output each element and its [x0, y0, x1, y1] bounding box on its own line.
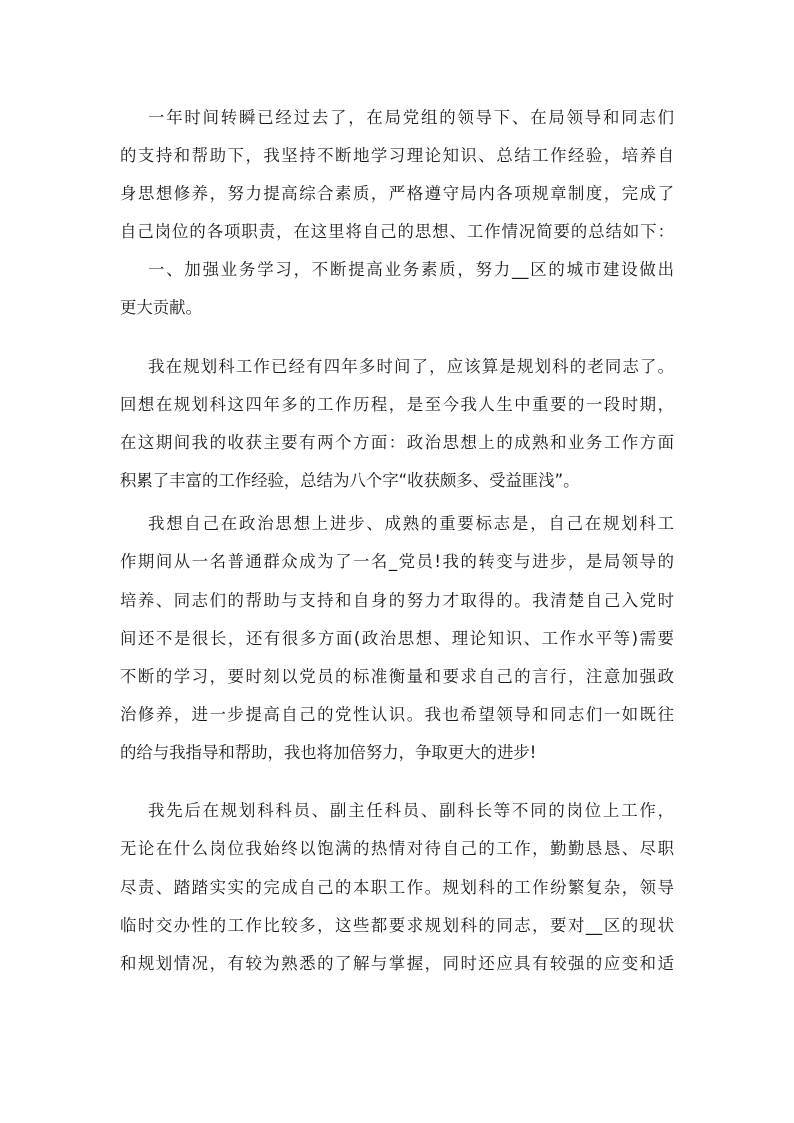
text-line: 身思想修养，努力提高综合素质，严格遵守局内各项规章制度，完成了	[120, 184, 674, 203]
text-line: 间还不是很长，还有很多方面(政治思想、理论知识、工作水平等)需要	[120, 629, 674, 648]
text-line: 回想在规划科这四年多的工作历程，是至今我人生中重要的一段时期，	[120, 395, 674, 414]
text-line: 和规划情况，有较为熟悉的了解与掌握，同时还应具有较强的应变和适	[120, 954, 674, 973]
text-line: 的支持和帮助下，我坚持不断地学习理论知识、总结工作经验，培养自	[120, 146, 674, 165]
text-line: 的给与我指导和帮助，我也将加倍努力，争取更大的进步!	[120, 743, 537, 762]
text-line: 在这期间我的收获主要有两个方面：政治思想上的成熟和业务工作方面	[120, 433, 674, 452]
text-line: 临时交办性的工作比较多，这些都要求规划科的同志，要对__区的现状	[120, 916, 674, 935]
text-line: 尽责、踏踏实实的完成自己的本职工作。规划科的工作纷繁复杂，领导	[120, 878, 674, 897]
text-line: 治修养，进一步提高自己的党性认识。我也希望领导和同志们一如既往	[120, 705, 674, 724]
text-line: 作期间从一名普通群众成为了一名_党员!我的转变与进步，是局领导的	[120, 552, 674, 571]
text-line: 一年时间转瞬已经过去了，在局党组的领导下、在局领导和同志们	[148, 108, 674, 127]
text-line: 我在规划科工作已经有四年多时间了，应该算是规划科的老同志了。	[148, 357, 674, 376]
text-line: 培养、同志们的帮助与支持和自身的努力才取得的。我清楚自己入党时	[120, 591, 674, 610]
text-line: 我想自己在政治思想上进步、成熟的重要标志是，自己在规划科工	[148, 514, 674, 533]
section-heading-line: 更大贡献。	[120, 298, 202, 317]
text-line: 不断的学习，要时刻以党员的标准衡量和要求自己的言行，注意加强政	[120, 667, 674, 686]
text-line: 无论在什么岗位我始终以饱满的热情对待自己的工作，勤勤恳恳、尽职	[120, 839, 674, 858]
text-line: 积累了丰富的工作经验，总结为八个字“收获颇多、受益匪浅”。	[120, 471, 580, 490]
section-heading-line: 一、加强业务学习，不断提高业务素质，努力__区的城市建设做出	[148, 260, 674, 279]
text-line: 我先后在规划科科员、副主任科员、副科长等不同的岗位上工作，	[148, 801, 674, 820]
text-line: 自己岗位的各项职责，在这里将自己的思想、工作情况简要的总结如下：	[120, 222, 674, 241]
